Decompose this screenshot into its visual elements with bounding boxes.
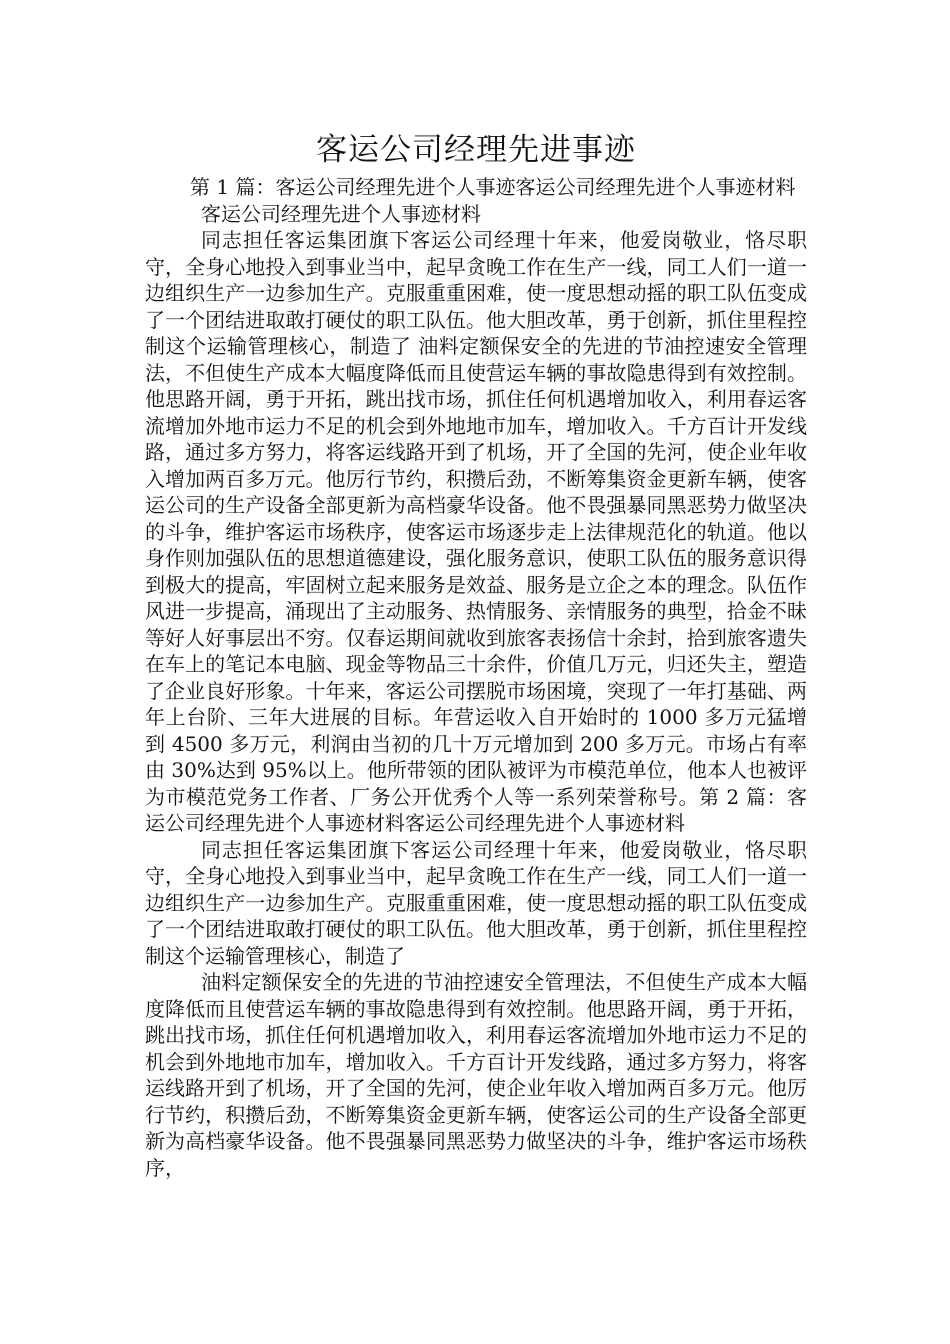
section-heading: 第 1 篇：客运公司经理先进个人事迹客运公司经理先进个人事迹材料: [190, 175, 796, 199]
body-paragraph-1: 同志担任客运集团旗下客运公司经理十年来，他爱岗敬业，恪尽职守，全身心地投入到事业当中，起早贪晚工作在生产一线，同工人们一道一边组织生产一边参加生产。克服重重困难，使一度思想动摇的职工队伍变成了一个团结进取敢打硬仗的职工队伍。他大胆改革，勇于创新，抓住里程控制这个运输管理核心，制造了 油料定额保安全的先进的节油控速安全管理法，不但使生产成本大幅度降低而且使营运车辆的事故隐患得到有效控制。他思路开阔，勇于开拓，跳出找市场，抓住任何机遇增加收入，利用春运客流增加外地市运力不足的机会到外地地市加车，增加收入。千方百计开发线路，通过多方努力，将客运线路开到了机场，开了全国的先河，使企业年收入增加两百多万元。他厉行节约，积攒后劲，不断筹集资金更新车辆，使客运公司的生产设备全部更新为高档豪华设备。他不畏强暴同黑恶势力做坚决的斗争，维护客运市场秩序，使客运市场逐步走上法律规范化的轨道。他以身作则加强队伍的思想道德建设，强化服务意识，使职工队伍的服务意识得到极大的提高，牢固树立起来服务是效益、服务是立企之本的理念。队伍作风进一步提高，涌现出了主动服务、热情服务、亲情服务的典型，拾金不昧等好人好事层出不穷。仅春运期间就收到旅客表扬信十余封，拾到旅客遗失在车上的笔记本电脑、现金等物品三十余件，价值几万元，归还失主，塑造了企业良好形象。十年来，客运公司摆脱市场困境，突现了一年打基础、两年上台阶、三年大进展的目标。年营运收入自开始时的 1000 多万元猛增到 4500 多万元，利润由当初的几十万元增加到 200 多万元。市场占有率由 30%达到 95%以上。他所带领的团队被评为市模范单位，他本人也被评为市模范党务工作者、厂务公开优秀个人等一系列荣誉称号。第 2 篇：客运公司经理先进个人事迹材料客运公司经理先进个人事迹材料: [145, 228, 807, 835]
document-subtitle: 客运公司经理先进个人事迹材料: [201, 201, 481, 226]
document-page: [145, 128, 807, 1328]
document-title: 客运公司经理先进事迹: [316, 132, 636, 168]
body-paragraph-3: 油料定额保安全的先进的节油控速安全管理法，不但使生产成本大幅度降低而且使营运车辆的事故隐患得到有效控制。他思路开阔，勇于开拓，跳出找市场，抓住任何机遇增加收入，利用春运客流增加外地市运力不足的机会到外地地市加车，增加收入。千方百计开发线路，通过多方努力，将客运线路开到了机场，开了全国的先河，使企业年收入增加两百多万元。他厉行节约，积攒后劲，不断筹集资金更新车辆，使客运公司的生产设备全部更新为高档豪华设备。他不畏强暴同黑恶势力做坚决的斗争，维护客运市场秩序，: [145, 970, 807, 1180]
body-paragraph-2: 同志担任客运集团旗下客运公司经理十年来，他爱岗敬业，恪尽职守，全身心地投入到事业当中，起早贪晚工作在生产一线，同工人们一道一边组织生产一边参加生产。克服重重困难，使一度思想动摇的职工队伍变成了一个团结进取敢打硬仗的职工队伍。他大胆改革，勇于创新，抓住里程控制这个运输管理核心，制造了: [145, 837, 807, 968]
